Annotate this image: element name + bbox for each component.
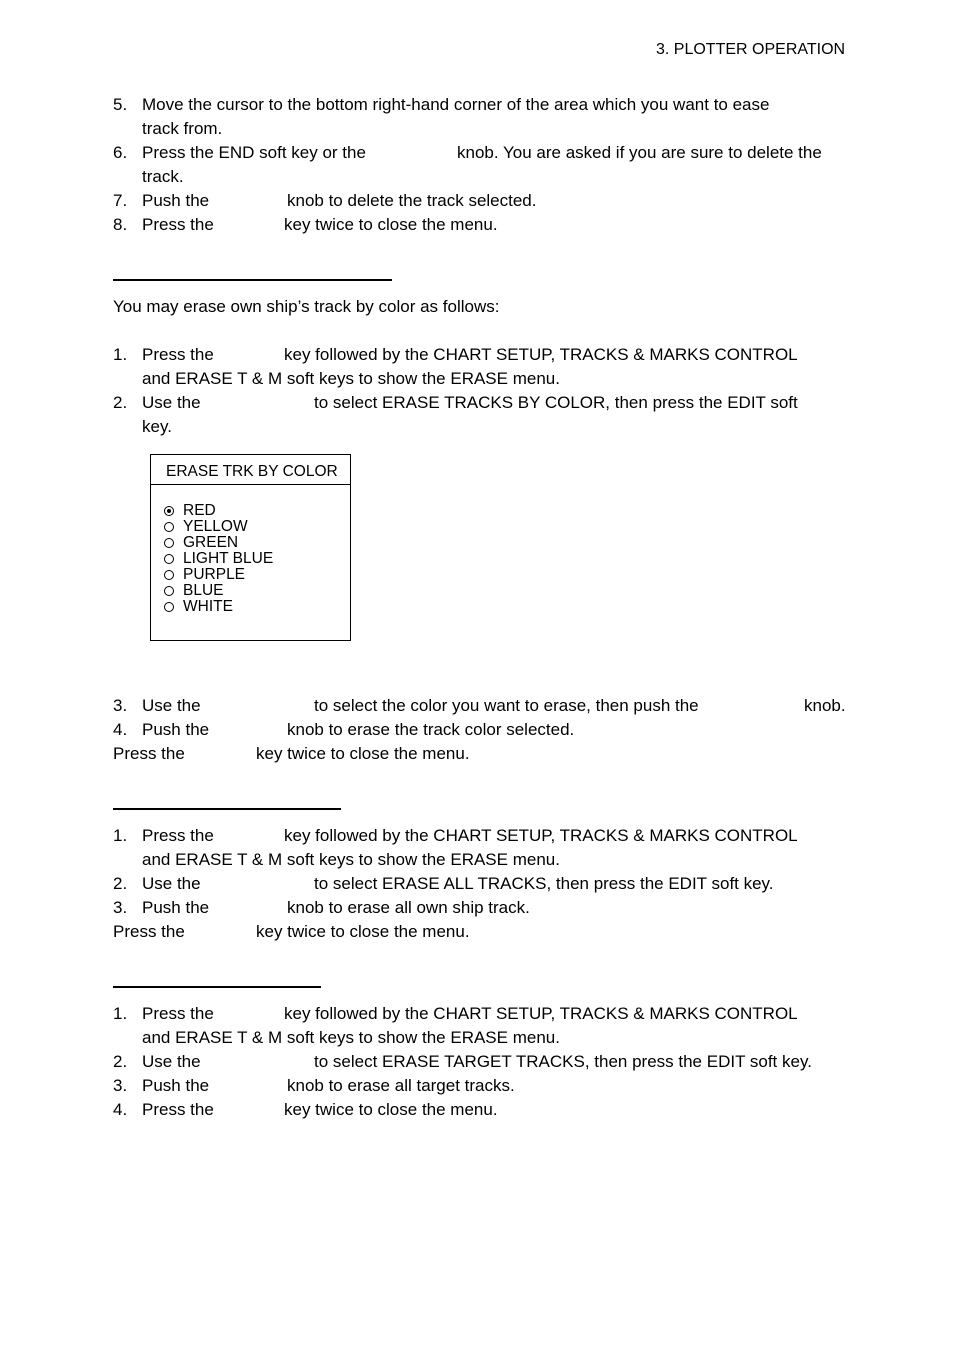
step-text: track from. <box>142 119 223 138</box>
color-option-red[interactable] <box>164 503 273 519</box>
step-text: to select ERASE TARGET TRACKS, then press the EDIT soft key. <box>314 1052 812 1071</box>
closing-text: key twice to close the menu. <box>256 744 470 763</box>
menu-divider <box>151 484 350 485</box>
step-text: Push the <box>142 191 210 210</box>
step-number: 4. <box>113 1100 128 1119</box>
color-option-label: YELLOW <box>183 518 248 535</box>
step-text: to select ERASE ALL TRACKS, then press the EDIT soft key. <box>314 874 774 893</box>
step-text: track. <box>142 167 184 186</box>
step-text: Press the <box>142 345 214 364</box>
section-heading-rule <box>113 986 321 988</box>
step-text: knob. <box>804 696 846 715</box>
radio-unselected-icon <box>164 538 174 548</box>
step-text: knob to erase all target tracks. <box>287 1076 515 1095</box>
menu-title: ERASE TRK BY COLOR <box>166 463 338 480</box>
step-text: key followed by the CHART SETUP, TRACKS & MARKS CONTROL <box>284 1004 798 1023</box>
color-option-label: PURPLE <box>183 566 246 583</box>
color-option-yellow[interactable] <box>164 519 273 535</box>
color-option-white[interactable] <box>164 599 273 615</box>
radio-unselected-icon <box>164 522 174 532</box>
closing-text: key twice to close the menu. <box>256 922 470 941</box>
step-text: Press the <box>142 1100 214 1119</box>
step-number: 3. <box>113 898 128 917</box>
radio-unselected-icon <box>164 602 174 612</box>
step-number: 5. <box>113 95 128 114</box>
erase-track-by-color-menu <box>150 454 351 641</box>
step-text: key. <box>142 417 172 436</box>
step-text: to select the color you want to erase, then push the <box>314 696 699 715</box>
step-text: key twice to close the menu. <box>284 215 498 234</box>
step-text: Use the <box>142 874 201 893</box>
step-number: 1. <box>113 826 128 845</box>
step-text: key followed by the CHART SETUP, TRACKS & MARKS CONTROL <box>284 826 798 845</box>
radio-selected-icon <box>164 506 174 516</box>
step-text: Push the <box>142 1076 210 1095</box>
color-option-label: BLUE <box>183 582 224 599</box>
section-heading-rule <box>113 808 341 810</box>
color-option-purple[interactable] <box>164 567 273 583</box>
step-text: Press the <box>142 215 214 234</box>
step-number: 6. <box>113 143 128 162</box>
step-text: Press the <box>142 1004 214 1023</box>
step-text: and ERASE T & M soft keys to show the ERASE menu. <box>142 850 560 869</box>
color-option-list <box>164 503 273 615</box>
step-number: 7. <box>113 191 128 210</box>
color-option-label: GREEN <box>183 534 239 551</box>
section-heading-rule <box>113 279 392 281</box>
color-option-blue[interactable] <box>164 583 273 599</box>
step-number: 2. <box>113 1052 128 1071</box>
step-text: Use the <box>142 393 201 412</box>
section-intro: You may erase own ship’s track by color as follows: <box>113 297 500 316</box>
step-text: Move the cursor to the bottom right-hand corner of the area which you want to ease <box>142 95 770 114</box>
radio-unselected-icon <box>164 570 174 580</box>
step-text: to select ERASE TRACKS BY COLOR, then press the EDIT soft <box>314 393 798 412</box>
step-text: Press the <box>142 826 214 845</box>
color-option-label: LIGHT BLUE <box>183 550 274 567</box>
color-option-label: RED <box>183 502 216 519</box>
running-head: 3. PLOTTER OPERATION <box>656 41 846 58</box>
step-text: key twice to close the menu. <box>284 1100 498 1119</box>
step-text: and ERASE T & M soft keys to show the ERASE menu. <box>142 369 560 388</box>
step-number: 1. <box>113 1004 128 1023</box>
step-text: and ERASE T & M soft keys to show the ERASE menu. <box>142 1028 560 1047</box>
step-text: key followed by the CHART SETUP, TRACKS & MARKS CONTROL <box>284 345 798 364</box>
step-number: 8. <box>113 215 128 234</box>
step-text: Push the <box>142 898 210 917</box>
step-text: Push the <box>142 720 210 739</box>
step-text: knob to erase all own ship track. <box>287 898 530 917</box>
step-text: knob. You are asked if you are sure to delete the <box>457 143 822 162</box>
color-option-label: WHITE <box>183 598 233 615</box>
step-number: 4. <box>113 720 128 739</box>
step-number: 1. <box>113 345 128 364</box>
radio-unselected-icon <box>164 554 174 564</box>
color-option-light-blue[interactable] <box>164 551 273 567</box>
step-number: 3. <box>113 1076 128 1095</box>
step-text: knob to erase the track color selected. <box>287 720 575 739</box>
step-text: knob to delete the track selected. <box>287 191 537 210</box>
step-text: Use the <box>142 696 201 715</box>
step-text: Press the END soft key or the <box>142 143 366 162</box>
step-text: Use the <box>142 1052 201 1071</box>
color-option-green[interactable] <box>164 535 273 551</box>
step-number: 2. <box>113 393 128 412</box>
step-number: 3. <box>113 696 128 715</box>
closing-text: Press the <box>113 744 185 763</box>
step-number: 2. <box>113 874 128 893</box>
closing-text: Press the <box>113 922 185 941</box>
radio-unselected-icon <box>164 586 174 596</box>
